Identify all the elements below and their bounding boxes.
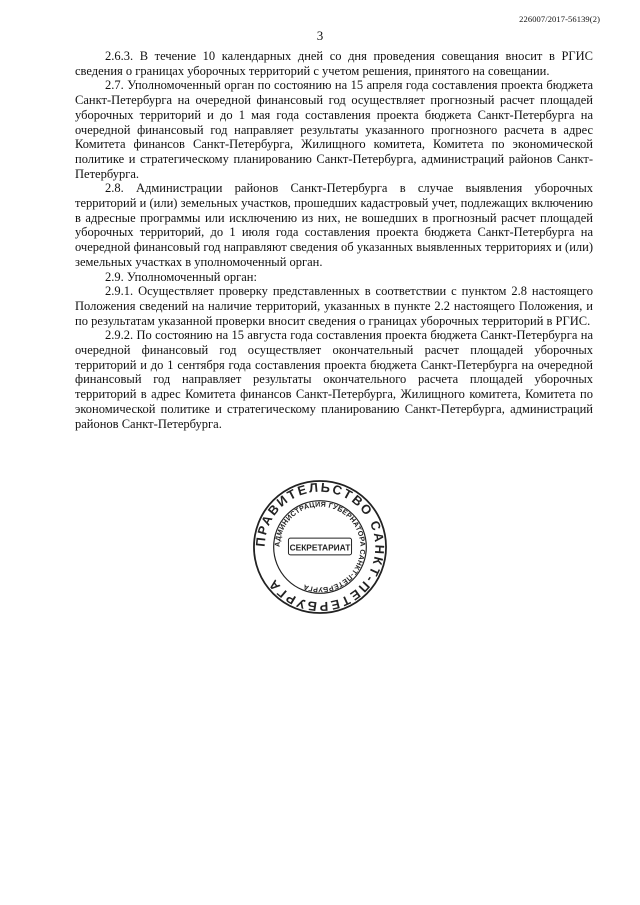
paragraph-2-8: 2.8. Администрации районов Санкт-Петербурга в случае выявления уборочных территорий и (или) земельных участков, прошедших кадастровый учет, подлежащих включению в адресные программы или исключению из них, не вошедших в прогнозный расчет площадей уборочных территорий, до 1 июля года составления проекта бюджета Санкт-Петербурга на очередной финансовый год направляют сведения об указанных выявленных территориях и (или) земельных участках в уполномоченный орган. bbox=[75, 181, 593, 269]
stamp-center-text: СЕКРЕТАРИАТ bbox=[289, 542, 351, 553]
document-body bbox=[75, 49, 593, 431]
paragraph-2-9-2: 2.9.2. По состоянию на 15 августа года составления проекта бюджета Санкт-Петербурга на очередной финансовый год осуществляет окончательный расчет площадей уборочных территорий и до 1 сентября года составления проекта бюджета Санкт-Петербурга на очередной финансовый год направляет результаты окончательного расчета площадей уборочных территорий в адрес Комитета финансов Санкт-Петербурга, Жилищного комитета, Комитета по экономической политике и стратегическому планированию Санкт-Петербурга, администраций районов Санкт-Петербурга. bbox=[75, 328, 593, 431]
stamp-outer-text: ПРАВИТЕЛЬСТВО САНКТ-ПЕТЕРБУРГА bbox=[252, 479, 388, 615]
secretariat-stamp bbox=[251, 478, 389, 616]
paragraph-2-9: 2.9. Уполномоченный орган: bbox=[105, 269, 257, 284]
document-id: 226007/2017-56139(2) bbox=[519, 14, 600, 24]
page-number: 3 bbox=[316, 28, 324, 43]
paragraph-2-7: 2.7. Уполномоченный орган по состоянию на 15 апреля года составления проекта бюджета Санкт-Петербурга на очередной финансовый год осуществляет прогнозный расчет площадей уборочных территорий и до 1 мая года составления проекта бюджета Санкт-Петербурга на очередной финансовый год направляет результаты указанного прогнозного расчета в адрес Комитета финансов Санкт-Петербурга, Жилищного комитета, Комитета по экономической политике и стратегическому планированию Санкт-Петербурга, администраций районов Санкт-Петербурга. bbox=[75, 78, 593, 181]
paragraph-2-6-3: 2.6.3. В течение 10 календарных дней со дня проведения совещания вносит в РГИС сведения о границах уборочных территорий с учетом решения, принятого на совещании. bbox=[75, 49, 593, 78]
stamp-inner-text: АДМИНИСТРАЦИЯ ГУБЕРНАТОРА САНКТ-ПЕТЕРБУРГА bbox=[273, 500, 367, 594]
paragraph-2-9-1: 2.9.1. Осуществляет проверку представленных в соответствии с пунктом 2.8 настоящего Положения сведений на наличие территорий, указанных в пункте 2.2 настоящего Положения, и по результатам указанной проверки вносит сведения о границах уборочных территорий в РГИС. bbox=[75, 284, 593, 328]
